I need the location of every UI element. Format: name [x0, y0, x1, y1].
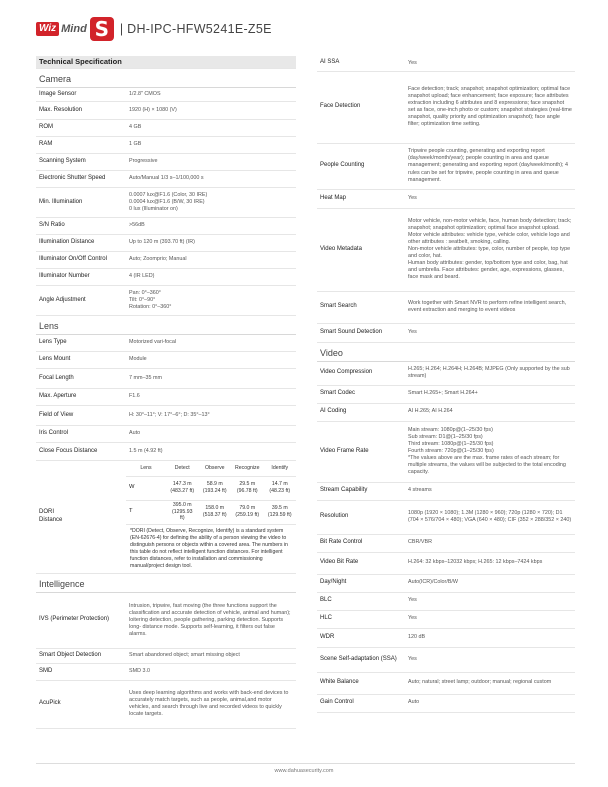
- spec-row: [36, 235, 296, 252]
- spec-key: Illumination Distance: [36, 235, 126, 252]
- spec-value: Auto: [405, 694, 575, 712]
- spec-row: [317, 574, 575, 592]
- spec-value: Uses deep learning algorithms and works with back-end devices to accurately match targets, such as people, animal,and motor vehicles, and search through live and recorded videos to quickly locate targets.: [126, 680, 296, 728]
- spec-key: Stream Capability: [317, 482, 405, 500]
- spec-row: [36, 352, 296, 369]
- spec-key: Scanning System: [36, 154, 126, 171]
- spec-key: AI Coding: [317, 403, 405, 421]
- spec-row: [36, 188, 296, 218]
- spec-key: Lens Mount: [36, 352, 126, 369]
- spec-value: 1 GB: [126, 137, 296, 154]
- spec-value: Smart H.265+; Smart H.264+: [405, 385, 575, 403]
- section-intelligence: Intelligence: [36, 573, 296, 592]
- dori-value: 14.7 m (48.23 ft): [264, 476, 297, 500]
- spec-key: Face Detection: [317, 71, 405, 143]
- spec-key: Resolution: [317, 500, 405, 534]
- spec-row: [36, 663, 296, 680]
- spec-row: [317, 647, 575, 672]
- spec-row: [317, 628, 575, 647]
- section-lens: Lens: [36, 316, 296, 335]
- spec-key: Focal Length: [36, 369, 126, 389]
- spec-value: Yes: [405, 647, 575, 672]
- model-name: | DH-IPC-HFW5241E-Z5E: [119, 22, 272, 36]
- spec-key: Day/Night: [317, 574, 405, 592]
- spec-row: [317, 361, 575, 385]
- dori-header: Lens: [126, 461, 166, 476]
- spec-key: IVS (Perimeter Protection): [36, 592, 126, 648]
- spec-value: >56dB: [126, 218, 296, 235]
- spec-key: BLC: [317, 592, 405, 610]
- dori-label: DORI Distance: [36, 461, 126, 574]
- spec-value: Yes: [405, 189, 575, 208]
- spec-key: Max. Aperture: [36, 389, 126, 406]
- spec-key: Max. Resolution: [36, 102, 126, 120]
- spec-key: Illuminator On/Off Control: [36, 252, 126, 269]
- spec-key: Min. Illumination: [36, 188, 126, 218]
- spec-row: [317, 592, 575, 610]
- spec-value: Motorized vari-focal: [126, 335, 296, 352]
- spec-value: 1920 (H) × 1080 (V): [126, 102, 296, 120]
- dori-header: Recognize: [231, 461, 264, 476]
- spec-row: [36, 88, 296, 102]
- spec-row: [36, 154, 296, 171]
- dori-value: 58.9 m (193.24 ft): [199, 476, 232, 500]
- spec-key: AI SSA: [317, 56, 405, 71]
- spec-row: [36, 102, 296, 120]
- spec-value: Auto: [126, 426, 296, 443]
- spec-key: Video Compression: [317, 361, 405, 385]
- dori-value: 147.3 m (483.27 ft): [166, 476, 199, 500]
- spec-value: Motor vehicle, non-motor vehicle, face, human body detection; track; snapshot; snapshot optimization; optimal face snapshot upload. Motor vehicle attributes: vehicle type, vehicle color, vehicle logo and other attributes : seatbelt, smoking, calling. Non-motor vehicle attributes: type, color, number of people, top type and color, hat. Human body attributes: gender, top/bottom type and color, bag, hat and umbrella. Face attributes: gender, age, expressions, glasses, face mask and beard.: [405, 208, 575, 291]
- spec-key: Scene Self-adaptation (SSA): [317, 647, 405, 672]
- spec-row: [36, 335, 296, 352]
- spec-row: [36, 252, 296, 269]
- spec-row: [317, 610, 575, 628]
- dori-header: Observe: [199, 461, 232, 476]
- spec-row: [317, 291, 575, 323]
- spec-row: [317, 189, 575, 208]
- spec-row: [317, 534, 575, 552]
- spec-value: Yes: [405, 56, 575, 71]
- spec-key: SMD: [36, 663, 126, 680]
- spec-value: Yes: [405, 323, 575, 342]
- logo-s-icon: S: [90, 17, 114, 41]
- spec-row: [36, 369, 296, 389]
- spec-key: White Balance: [317, 672, 405, 694]
- spec-value: 7 mm–35 mm: [126, 369, 296, 389]
- spec-table-right: [317, 56, 575, 713]
- spec-value: H.265; H.264; H.264H; H.264B; MJPEG (Only supported by the sub stream): [405, 361, 575, 385]
- footer-divider: [36, 763, 575, 764]
- spec-key: RAM: [36, 137, 126, 154]
- spec-value: Face detection; track; snapshot; snapshot optimization; optimal face snapshot upload; face enhancement; face exposure; face attributes extraction including 6 attributes and 8 expressions; face snapshot set as face, one-inch photo or custom; snapshot strategies (real-time snapshot, quality priority and optimization snapshot); face angle filter; optimization time setting.: [405, 71, 575, 143]
- spec-row: [36, 286, 296, 316]
- spec-value: Intrusion, tripwire, fast moving (the three functions support the classification and accurate detection of vehicle, animal and human); loitering detection, people gathering, parking detection. Supports long- distance mode. Supports self-learning, it filters out false alarms.: [126, 592, 296, 648]
- spec-value: Module: [126, 352, 296, 369]
- spec-value: Main stream: 1080p@(1–25/30 fps) Sub stream: D1@(1–25/30 fps) Third stream: 1080p@(1–25/30 fps) Fourth stream: 720p@(1–25/30 fps) *The values above are the max. frame rates of each stream; for multiple streams, the values will be subjected to the total encoding capacity.: [405, 421, 575, 482]
- spec-row: [36, 426, 296, 443]
- spec-value: SMD 3.0: [126, 663, 296, 680]
- spec-key: Field of View: [36, 406, 126, 426]
- spec-row: [317, 143, 575, 189]
- dori-row: [36, 461, 296, 574]
- spec-key: Smart Codec: [317, 385, 405, 403]
- header: [36, 14, 272, 44]
- dori-table: [126, 461, 296, 573]
- spec-value: 4 streams: [405, 482, 575, 500]
- spec-key: ROM: [36, 120, 126, 137]
- spec-value: Work together with Smart NVR to perform refine intelligent search, event extraction and merging to event videos: [405, 291, 575, 323]
- spec-row: [36, 443, 296, 461]
- spec-row: [317, 323, 575, 342]
- spec-value: Auto; Zoomprio; Manual: [126, 252, 296, 269]
- spec-row: [36, 389, 296, 406]
- spec-row: [317, 552, 575, 574]
- spec-key: Illuminator Number: [36, 269, 126, 286]
- spec-value: Yes: [405, 592, 575, 610]
- spec-title: Technical Specification: [36, 56, 296, 69]
- spec-value: H: 30°–11°; V: 17°–6°; D: 35°–13°: [126, 406, 296, 426]
- spec-row: [317, 694, 575, 712]
- spec-value: 0.0007 lux@F1.6 (Color, 30 IRE) 0.0004 lux@F1.6 (B/W, 30 IRE) 0 lux (Illuminator on): [126, 188, 296, 218]
- section-video: Video: [317, 342, 575, 361]
- spec-value: F1.6: [126, 389, 296, 406]
- spec-row: [36, 171, 296, 188]
- spec-row: [36, 592, 296, 648]
- spec-value: 4 (IR LED): [126, 269, 296, 286]
- spec-row: [36, 406, 296, 426]
- dori-value: 39.5 m (129.59 ft): [264, 500, 297, 524]
- spec-key: Bit Rate Control: [317, 534, 405, 552]
- spec-value: Smart abandoned object; smart missing object: [126, 648, 296, 663]
- spec-value: 1/2.8" CMOS: [126, 88, 296, 102]
- spec-row: [36, 218, 296, 235]
- spec-key: WDR: [317, 628, 405, 647]
- dori-value: 79.0 m (259.19 ft): [231, 500, 264, 524]
- spec-key: Smart Search: [317, 291, 405, 323]
- spec-value: Pan: 0°–360° Tilt: 0°–90° Rotation: 0°–360°: [126, 286, 296, 316]
- spec-value: 1.5 m (4.92 ft): [126, 443, 296, 461]
- spec-key: Iris Control: [36, 426, 126, 443]
- dori-note: *DORI (Detect, Observe, Recognize, Identify) is a standard system (EN-62676-4) for defining the ability of a person viewing the video to distinguish persons or objects within a covered area. The numbers in this table do not reflect intelligent function distances. For intelligent function distances, refer to installation and commissioning manual/project design tool.: [130, 527, 288, 569]
- spec-key: Close Focus Distance: [36, 443, 126, 461]
- dori-value: 395.0 m (1295.93 ft): [166, 500, 199, 524]
- dori-lens: T: [126, 500, 166, 524]
- spec-key: Gain Control: [317, 694, 405, 712]
- spec-key: Video Frame Rate: [317, 421, 405, 482]
- dori-lens: W: [126, 476, 166, 500]
- spec-value: H.264: 32 kbps–12032 kbps; H.265: 12 kbps–7424 kbps: [405, 552, 575, 574]
- spec-key: Image Sensor: [36, 88, 126, 102]
- dori-header: Identify: [264, 461, 297, 476]
- spec-key: Heat Map: [317, 189, 405, 208]
- spec-value: Up to 120 m (393.70 ft) (IR): [126, 235, 296, 252]
- spec-value: Progressive: [126, 154, 296, 171]
- spec-value: Yes: [405, 610, 575, 628]
- spec-row: [317, 672, 575, 694]
- spec-row: [317, 482, 575, 500]
- spec-key: AcuPick: [36, 680, 126, 728]
- spec-key: Smart Sound Detection: [317, 323, 405, 342]
- spec-row: [317, 56, 575, 71]
- spec-key: S/N Ratio: [36, 218, 126, 235]
- spec-row: [317, 208, 575, 291]
- spec-key: HLC: [317, 610, 405, 628]
- section-camera: Camera: [36, 69, 296, 88]
- spec-value: Auto; natural; street lamp; outdoor; manual; regional custom: [405, 672, 575, 694]
- spec-row: [317, 500, 575, 534]
- spec-row: [317, 71, 575, 143]
- spec-row: [317, 421, 575, 482]
- spec-row: [36, 680, 296, 728]
- logo-mind: Mind: [61, 23, 87, 35]
- dori-header: Detect: [166, 461, 199, 476]
- spec-value: 1080p (1920 × 1080); 1.3M (1280 × 960); 720p (1280 × 720); D1 (704 × 576/704 × 480); VGA (640 × 480); CIF (352 × 288/352 × 240): [405, 500, 575, 534]
- spec-key: Electronic Shutter Speed: [36, 171, 126, 188]
- spec-row: [36, 648, 296, 663]
- spec-value: Auto/Manual 1/3 s–1/100,000 s: [126, 171, 296, 188]
- spec-row: [36, 137, 296, 154]
- spec-key: Video Metadata: [317, 208, 405, 291]
- spec-key: People Counting: [317, 143, 405, 189]
- spec-key: Lens Type: [36, 335, 126, 352]
- spec-value: 4 GB: [126, 120, 296, 137]
- spec-value: AI H.265; AI H.264: [405, 403, 575, 421]
- spec-value: Auto(ICR)/Color/B/W: [405, 574, 575, 592]
- left-column: [36, 56, 296, 729]
- spec-key: Smart Object Detection: [36, 648, 126, 663]
- spec-value: CBR/VBR: [405, 534, 575, 552]
- dori-value: 158.0 m (518.37 ft): [199, 500, 232, 524]
- spec-row: [317, 385, 575, 403]
- spec-row: [317, 403, 575, 421]
- dori-value: 29.5 m (96.78 ft): [231, 476, 264, 500]
- spec-value: Tripwire people counting, generating and exporting report (day/week/month/year); people counting in area and queue management; generating and exporting report (day/week/month); 4 rules can be set for tripwire, people counting in area and queue management.: [405, 143, 575, 189]
- spec-table-left: [36, 56, 296, 729]
- footer-url: www.dahuasecurity.com: [274, 768, 334, 774]
- spec-key: Angle Adjustment: [36, 286, 126, 316]
- logo-badge: Wiz: [36, 22, 59, 36]
- spec-row: [36, 120, 296, 137]
- spec-row: [36, 269, 296, 286]
- spec-value: 120 dB: [405, 628, 575, 647]
- right-column: [317, 56, 575, 713]
- spec-key: Video Bit Rate: [317, 552, 405, 574]
